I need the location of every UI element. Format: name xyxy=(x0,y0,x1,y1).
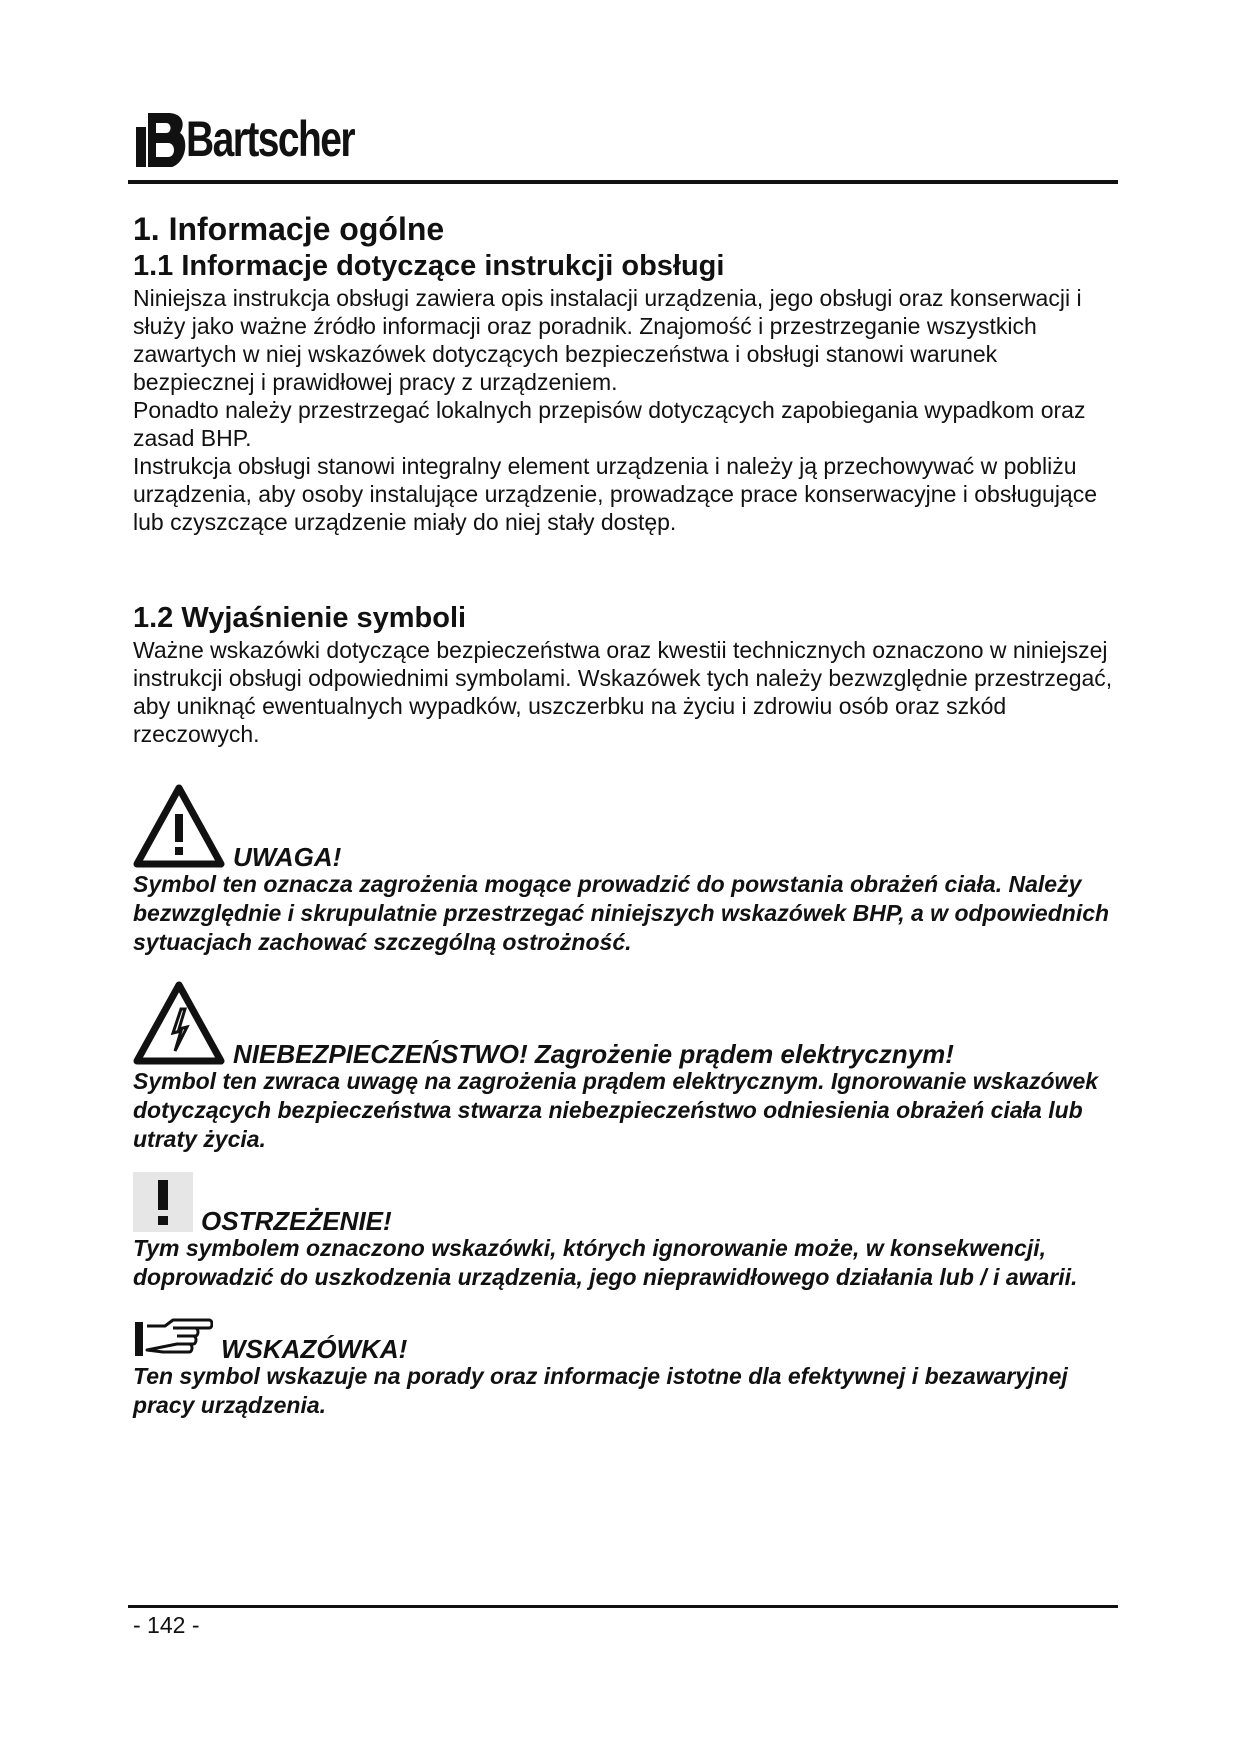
symbol-text: Symbol ten oznacza zagrożenia mogące prowadzić do powstania obrażeń ciała. Należy bezwzględnie i skrupulatnie przestrzegać niniejszych wskazówek BHP, a w odpowiednich sytuacjach zachować szczególną ostrożność. xyxy=(133,871,1110,955)
symbol-title: WSKAZÓWKA! xyxy=(221,1334,408,1364)
page-number: - 142 - xyxy=(133,1612,200,1638)
symbol-text: Ten symbol wskazuje na porady oraz informacje istotne dla efektywnej i bezawaryjnej pracy urządzenia. xyxy=(133,1363,1068,1418)
warning-triangle-icon xyxy=(133,784,225,868)
brand-name: Bartscher xyxy=(186,111,355,167)
symbol-title: OSTRZEŻENIE! xyxy=(201,1206,392,1236)
subsection-title: 1.1 Informacje dotyczące instrukcji obsługi xyxy=(133,250,725,282)
brand-logo xyxy=(134,104,401,174)
paragraph: Instrukcja obsługi stanowi integralny element urządzenia i należy ją przechowywać w pobliżu urządzenia, aby osoby instalujące urządzenie, prowadzące prace konserwacyjne i obsługujące lub czyszczące urządzenie miały do niej stały dostęp. xyxy=(133,453,1098,535)
pointing-hand-icon xyxy=(133,1316,213,1360)
paragraph: Ponadto należy przestrzegać lokalnych przepisów dotyczących zapobiegania wypadkom oraz zasad BHP. xyxy=(133,397,1086,451)
exclamation-icon xyxy=(133,1172,193,1232)
symbol-block-warning xyxy=(133,784,1113,957)
footer-rule xyxy=(128,1605,1118,1608)
page-content xyxy=(133,210,1113,1420)
symbol-text: Symbol ten zwraca uwagę na zagrożenia prądem elektrycznym. Ignorowanie wskazówek dotyczących bezpieczeństwa stwarza niebezpieczeństwo odniesienia obrażeń ciała lub utraty życia. xyxy=(133,1068,1099,1152)
subsection-title-symbols: 1.2 Wyjaśnienie symboli xyxy=(133,602,467,634)
symbol-title: UWAGA! xyxy=(233,842,342,872)
symbols-intro: Ważne wskazówki dotyczące bezpieczeństwa oraz kwestii technicznych oznaczono w niniejszej instrukcji obsługi odpowiednimi symbolami. Wskazówek tych należy bezwzględnie przestrzegać, aby uniknąć ewentualnych wypadków, uszczerbku na życiu i zdrowiu osób oraz szkód rzeczowych. xyxy=(133,637,1113,747)
electric-hazard-icon xyxy=(133,981,225,1065)
symbol-block-caution xyxy=(133,1172,1113,1292)
header-rule xyxy=(128,180,1118,184)
bartscher-logo-icon xyxy=(134,109,190,169)
symbol-title: NIEBEZPIECZEŃSTWO! Zagrożenie prądem elektrycznym! xyxy=(233,1039,954,1069)
symbol-block-note xyxy=(133,1316,1113,1420)
paragraph: Niniejsza instrukcja obsługi zawiera opis instalacji urządzenia, jego obsługi oraz konserwacji i służy jako ważne źródło informacji oraz poradnik. Znajomość i przestrzeganie wszystkich zawartych w niej wskazówek dotyczących bezpieczeństwa i obsługi stanowi warunek bezpiecznej i prawidłowej pracy z urządzeniem. xyxy=(133,285,1082,395)
symbol-text: Tym symbolem oznaczono wskazówki, których ignorowanie może, w konsekwencji, doprowadzić do uszkodzenia urządzenia, jego nieprawidłowego działania lub / i awarii. xyxy=(133,1235,1078,1290)
section-title: 1. Informacje ogólne xyxy=(133,211,445,247)
symbol-block-electric xyxy=(133,981,1113,1154)
